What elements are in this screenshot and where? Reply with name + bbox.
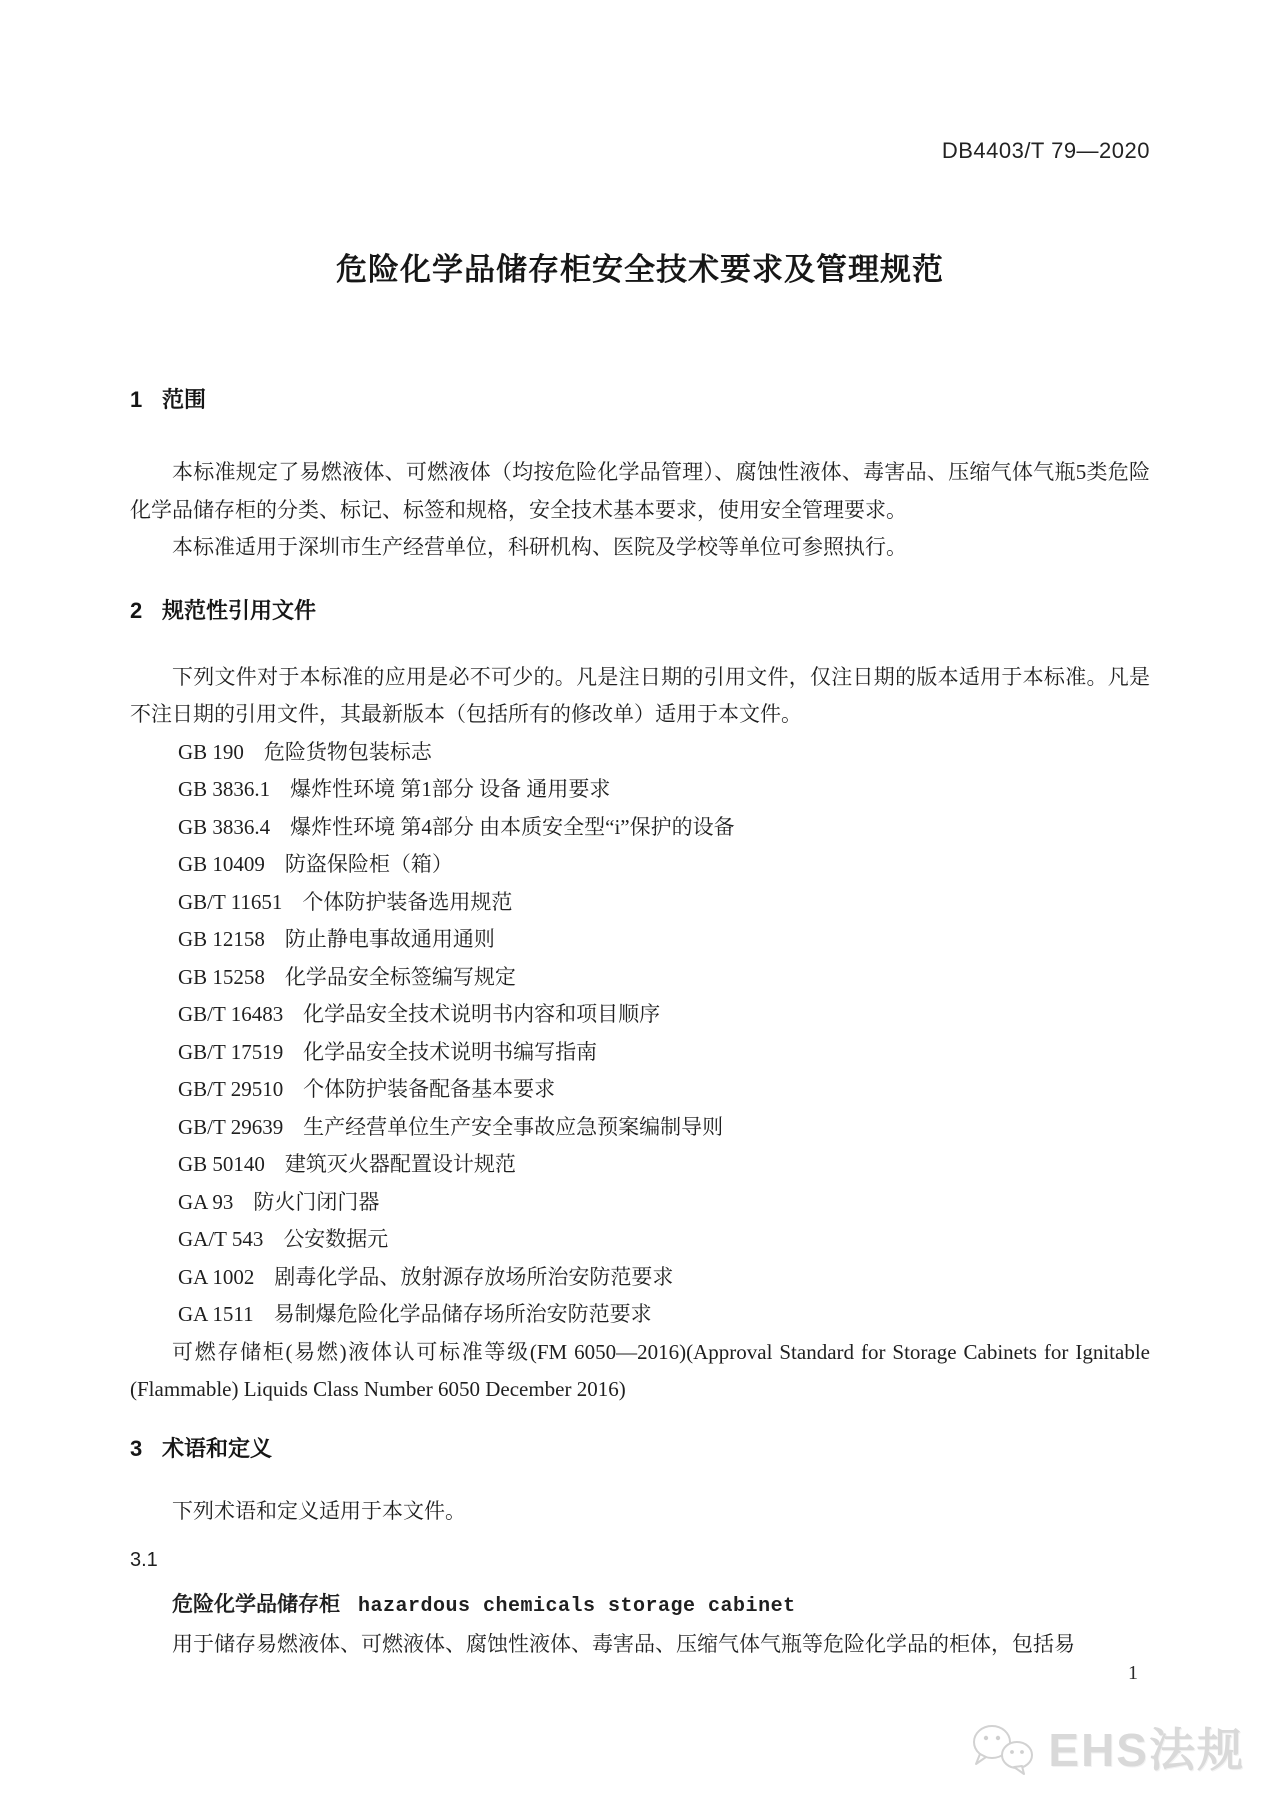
reference-item bbox=[178, 734, 1150, 772]
reference-title: 爆炸性环境 第1部分 设备 通用要求 bbox=[290, 777, 611, 801]
section-1-paragraph-2: 本标准适用于深圳市生产经营单位，科研机构、医院及学校等单位可参照执行。 bbox=[172, 535, 907, 559]
page-number: 1 bbox=[1128, 1662, 1138, 1684]
reference-title: 易制爆危险化学品储存场所治安防范要求 bbox=[273, 1302, 652, 1326]
reference-title: 剧毒化学品、放射源存放场所治安防范要求 bbox=[274, 1264, 674, 1289]
section-3-heading bbox=[130, 1435, 1150, 1463]
reference-code: GB 10409 bbox=[178, 852, 265, 876]
reference-title: 生产经营单位生产安全事故应急预案编制导则 bbox=[303, 1114, 724, 1139]
reference-title: 化学品安全标签编写规定 bbox=[284, 964, 516, 989]
reference-item bbox=[178, 1184, 1150, 1222]
reference-title: 危险货物包装标志 bbox=[263, 739, 432, 764]
reference-item bbox=[178, 771, 1150, 809]
section-2-label: 规范性引用文件 bbox=[162, 597, 317, 623]
clause-number: 3.1 bbox=[130, 1549, 158, 1571]
document-title: 危险化学品储存柜安全技术要求及管理规范 bbox=[336, 252, 944, 287]
reference-title: 防火门闭门器 bbox=[253, 1189, 380, 1214]
reference-code: GB/T 29510 bbox=[178, 1077, 284, 1101]
reference-title: 爆炸性环境 第4部分 由本质安全型“i”保护的设备 bbox=[290, 814, 735, 839]
reference-item bbox=[178, 1071, 1150, 1109]
reference-item bbox=[178, 1109, 1150, 1147]
reference-code: GB/T 29639 bbox=[178, 1114, 284, 1139]
reference-title: 防止静电事故通用通则 bbox=[284, 927, 495, 951]
reference-item bbox=[178, 1259, 1150, 1297]
section-1-label: 范围 bbox=[162, 387, 207, 412]
reference-title: 化学品安全技术说明书编写指南 bbox=[303, 1039, 598, 1064]
reference-code: GA 93 bbox=[178, 1189, 234, 1214]
section-3-intro: 下列术语和定义适用于本文件。 bbox=[172, 1498, 466, 1523]
reference-code: GA/T 543 bbox=[178, 1227, 264, 1251]
term-chinese: 危险化学品储存柜 bbox=[172, 1593, 340, 1616]
standard-code: DB4403/T 79—2020 bbox=[941, 138, 1150, 163]
reference-item bbox=[178, 1296, 1150, 1334]
reference-code: GB/T 17519 bbox=[178, 1039, 284, 1064]
reference-code: GB 190 bbox=[178, 739, 244, 764]
reference-item bbox=[178, 846, 1150, 884]
reference-code: GB 12158 bbox=[178, 927, 265, 951]
reference-code: GA 1511 bbox=[178, 1302, 254, 1326]
reference-title: 建筑灭火器配置设计规范 bbox=[284, 1152, 516, 1176]
section-2-intro: 下列文件对于本标准的应用是必不可少的。凡是注日期的引用文件，仅注日期的版本适用于本标准。凡是不注日期的引用文件，其最新版本（包括所有的修改单）适用于本文件。 bbox=[130, 664, 1150, 726]
reference-code: GA 1002 bbox=[178, 1264, 255, 1289]
reference-item bbox=[178, 959, 1150, 997]
reference-code: GB 15258 bbox=[178, 964, 265, 989]
reference-item bbox=[178, 1221, 1150, 1259]
reference-code: GB 3836.1 bbox=[178, 777, 271, 801]
reference-title: 公安数据元 bbox=[283, 1227, 389, 1251]
section-1-heading bbox=[130, 386, 1150, 414]
section-1-paragraph-1: 本标准规定了易燃液体、可燃液体（均按危险化学品管理）、腐蚀性液体、毒害品、压缩气体气瓶5类危险化学品储存柜的分类、标记、标签和规格，安全技术基本要求，使用安全管理要求。 bbox=[130, 460, 1150, 522]
term-definition-heading bbox=[130, 1586, 1150, 1626]
term-definition-text: 用于储存易燃液体、可燃液体、腐蚀性液体、毒害品、压缩气体气瓶等危险化学品的柜体，包括易 bbox=[172, 1631, 1075, 1656]
wechat-icon bbox=[970, 1722, 1040, 1778]
section-3-label: 术语和定义 bbox=[162, 1435, 273, 1461]
section-3-number: 3 bbox=[130, 1435, 143, 1461]
watermark bbox=[970, 1722, 1245, 1778]
reference-item bbox=[178, 921, 1150, 959]
reference-title: 防盗保险柜（箱） bbox=[284, 852, 453, 876]
reference-code: GB 50140 bbox=[178, 1152, 265, 1176]
reference-code: GB 3836.4 bbox=[178, 814, 271, 839]
reference-title: 个体防护装备配备基本要求 bbox=[303, 1077, 556, 1101]
reference-code: GB/T 16483 bbox=[178, 1002, 284, 1026]
term-english: hazardous chemicals storage cabinet bbox=[358, 1595, 796, 1618]
normative-references-list bbox=[130, 734, 1150, 1334]
reference-item bbox=[178, 884, 1150, 922]
reference-title: 个体防护装备选用规范 bbox=[302, 889, 513, 914]
reference-item bbox=[178, 809, 1150, 847]
watermark-label: EHS法规 bbox=[1048, 1724, 1245, 1776]
section-2-number: 2 bbox=[130, 597, 143, 623]
fm-reference-entry: 可燃存储柜(易燃)液体认可标准等级(FM 6050—2016)(Approval Standard for Storage Cabinets for Ignitable (Flammable) Liquids Class Number 6050 December 2016) bbox=[130, 1339, 1150, 1401]
reference-item bbox=[178, 1034, 1150, 1072]
section-1-number: 1 bbox=[130, 387, 143, 412]
section-2-heading bbox=[130, 597, 1150, 625]
reference-item bbox=[178, 1146, 1150, 1184]
reference-code: GB/T 11651 bbox=[178, 889, 283, 914]
reference-title: 化学品安全技术说明书内容和项目顺序 bbox=[303, 1002, 661, 1026]
reference-item bbox=[178, 996, 1150, 1034]
